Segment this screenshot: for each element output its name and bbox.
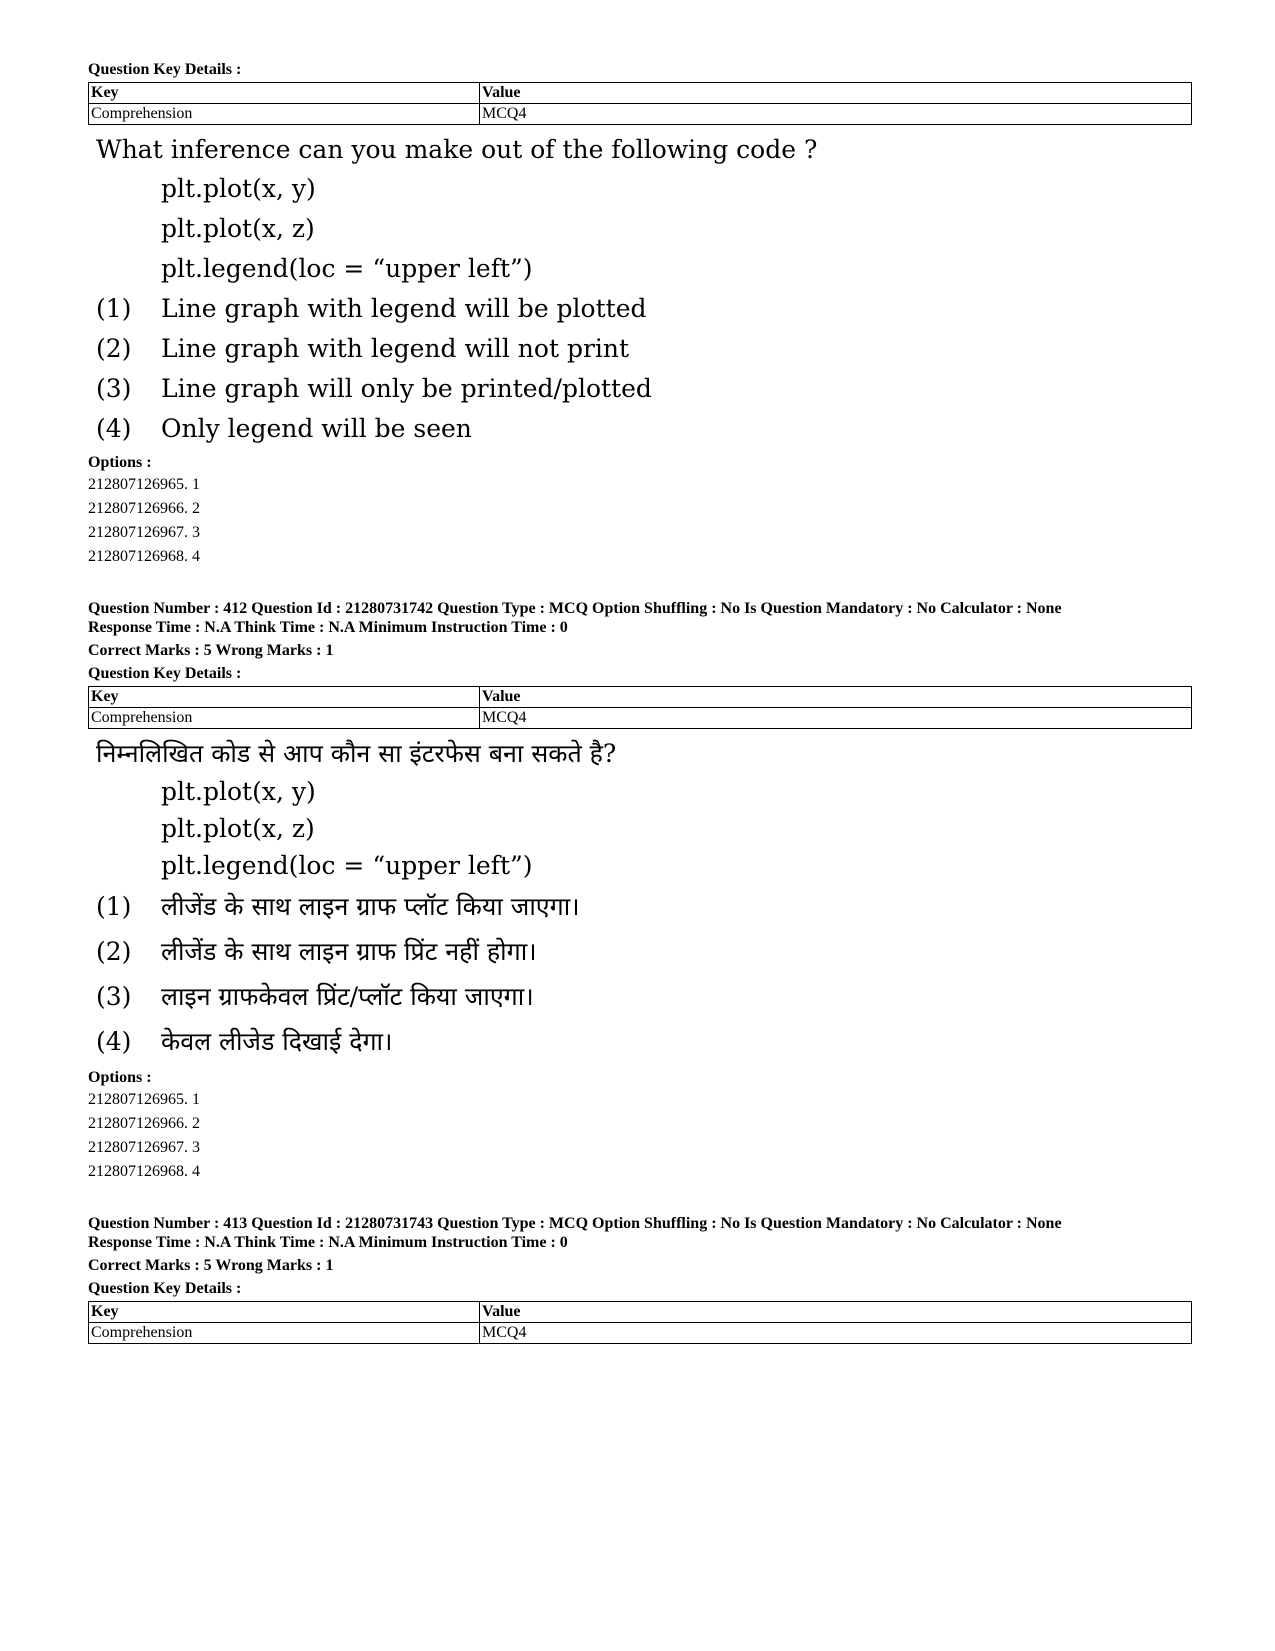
choice-number: (4): [96, 1027, 132, 1056]
key-table-header: [89, 83, 1192, 104]
question-block: [96, 131, 1192, 449]
choice-text: लीजेंड के साथ लाइन ग्राफ प्लॉट किया जाएगा।: [161, 892, 580, 921]
choice: [96, 409, 1192, 449]
code-line: plt.plot(x, z): [161, 814, 315, 843]
choice-text: केवल लीजेड दिखाई देगा।: [161, 1027, 393, 1056]
choice: [96, 289, 1192, 329]
value-header: Value: [480, 687, 1192, 708]
value-cell: MCQ4: [480, 1323, 1192, 1344]
question-text: निम्नलिखित कोड से आप कौन सा इंटरफेस बना सकते है?: [96, 739, 617, 768]
choice-text: Line graph with legend will be plotted: [161, 294, 647, 323]
choice-number: (3): [96, 982, 132, 1011]
value-cell: MCQ4: [480, 708, 1192, 729]
key-table-row: [89, 104, 1192, 125]
key-table: [88, 82, 1192, 125]
option-id: 212807126968. 4: [88, 1163, 200, 1180]
key-cell: Comprehension: [89, 1323, 480, 1344]
question-meta: Question Number : 413 Question Id : 21280731743 Question Type : MCQ Option Shuffling : No Is Question Mandatory : No Calculator : None: [88, 1215, 1062, 1232]
options-label: Options :: [88, 454, 152, 471]
option-id: 212807126965. 1: [88, 476, 200, 493]
option-id: 212807126967. 3: [88, 1139, 200, 1156]
value-header: Value: [480, 1302, 1192, 1323]
key-header: Key: [89, 1302, 480, 1323]
key-header: Key: [89, 687, 480, 708]
choice-text: Line graph will only be printed/plotted: [161, 374, 652, 403]
key-table-header: [89, 687, 1192, 708]
options-label: Options :: [88, 1069, 152, 1086]
key-table-row: [89, 708, 1192, 729]
choice-number: (1): [96, 892, 132, 921]
code-line: plt.legend(loc = “upper left”): [161, 851, 533, 880]
choice-number: (3): [96, 374, 132, 403]
choice: [96, 929, 1192, 974]
code-line: plt.legend(loc = “upper left”): [161, 254, 533, 283]
choice-number: (1): [96, 294, 132, 323]
choice: [96, 1019, 1192, 1064]
marks-line: Correct Marks : 5 Wrong Marks : 1: [88, 1257, 334, 1274]
key-details-label: Question Key Details :: [88, 1280, 242, 1297]
question-meta-timing: Response Time : N.A Think Time : N.A Minimum Instruction Time : 0: [88, 1234, 568, 1251]
key-table-row: [89, 1323, 1192, 1344]
code-line: plt.plot(x, y): [161, 174, 316, 203]
key-header: Key: [89, 83, 480, 104]
question-block: [96, 735, 1192, 1064]
code-line: plt.plot(x, y): [161, 777, 316, 806]
option-id: 212807126967. 3: [88, 524, 200, 541]
options-list: [88, 473, 1192, 569]
key-cell: Comprehension: [89, 104, 480, 125]
marks-line: Correct Marks : 5 Wrong Marks : 1: [88, 642, 334, 659]
choice: [96, 974, 1192, 1019]
choice-text: लीजेंड के साथ लाइन ग्राफ प्रिंट नहीं होगा।: [161, 937, 537, 966]
choice-number: (4): [96, 414, 132, 443]
value-cell: MCQ4: [480, 104, 1192, 125]
key-table: [88, 1301, 1192, 1344]
choice-text: लाइन ग्राफकेवल प्रिंट/प्लॉट किया जाएगा।: [161, 982, 534, 1011]
option-id: 212807126968. 4: [88, 548, 200, 565]
code-line: plt.plot(x, z): [161, 214, 315, 243]
choice: [96, 884, 1192, 929]
key-cell: Comprehension: [89, 708, 480, 729]
choice: [96, 329, 1192, 369]
value-header: Value: [480, 83, 1192, 104]
choice-text: Only legend will be seen: [161, 414, 472, 443]
option-id: 212807126966. 2: [88, 500, 200, 517]
choice-number: (2): [96, 334, 132, 363]
question-text: What inference can you make out of the following code ?: [96, 135, 818, 164]
options-list: [88, 1088, 1192, 1184]
choice-text: Line graph with legend will not print: [161, 334, 630, 363]
option-id: 212807126965. 1: [88, 1091, 200, 1108]
question-meta: Question Number : 412 Question Id : 21280731742 Question Type : MCQ Option Shuffling : No Is Question Mandatory : No Calculator : None: [88, 600, 1062, 617]
key-table-header: [89, 1302, 1192, 1323]
choice: [96, 369, 1192, 409]
document-page: [88, 60, 1192, 1344]
key-table: [88, 686, 1192, 729]
option-id: 212807126966. 2: [88, 1115, 200, 1132]
question-meta-timing: Response Time : N.A Think Time : N.A Minimum Instruction Time : 0: [88, 619, 568, 636]
key-details-label: Question Key Details :: [88, 665, 242, 682]
choice-number: (2): [96, 937, 132, 966]
key-details-label: Question Key Details :: [88, 61, 242, 78]
